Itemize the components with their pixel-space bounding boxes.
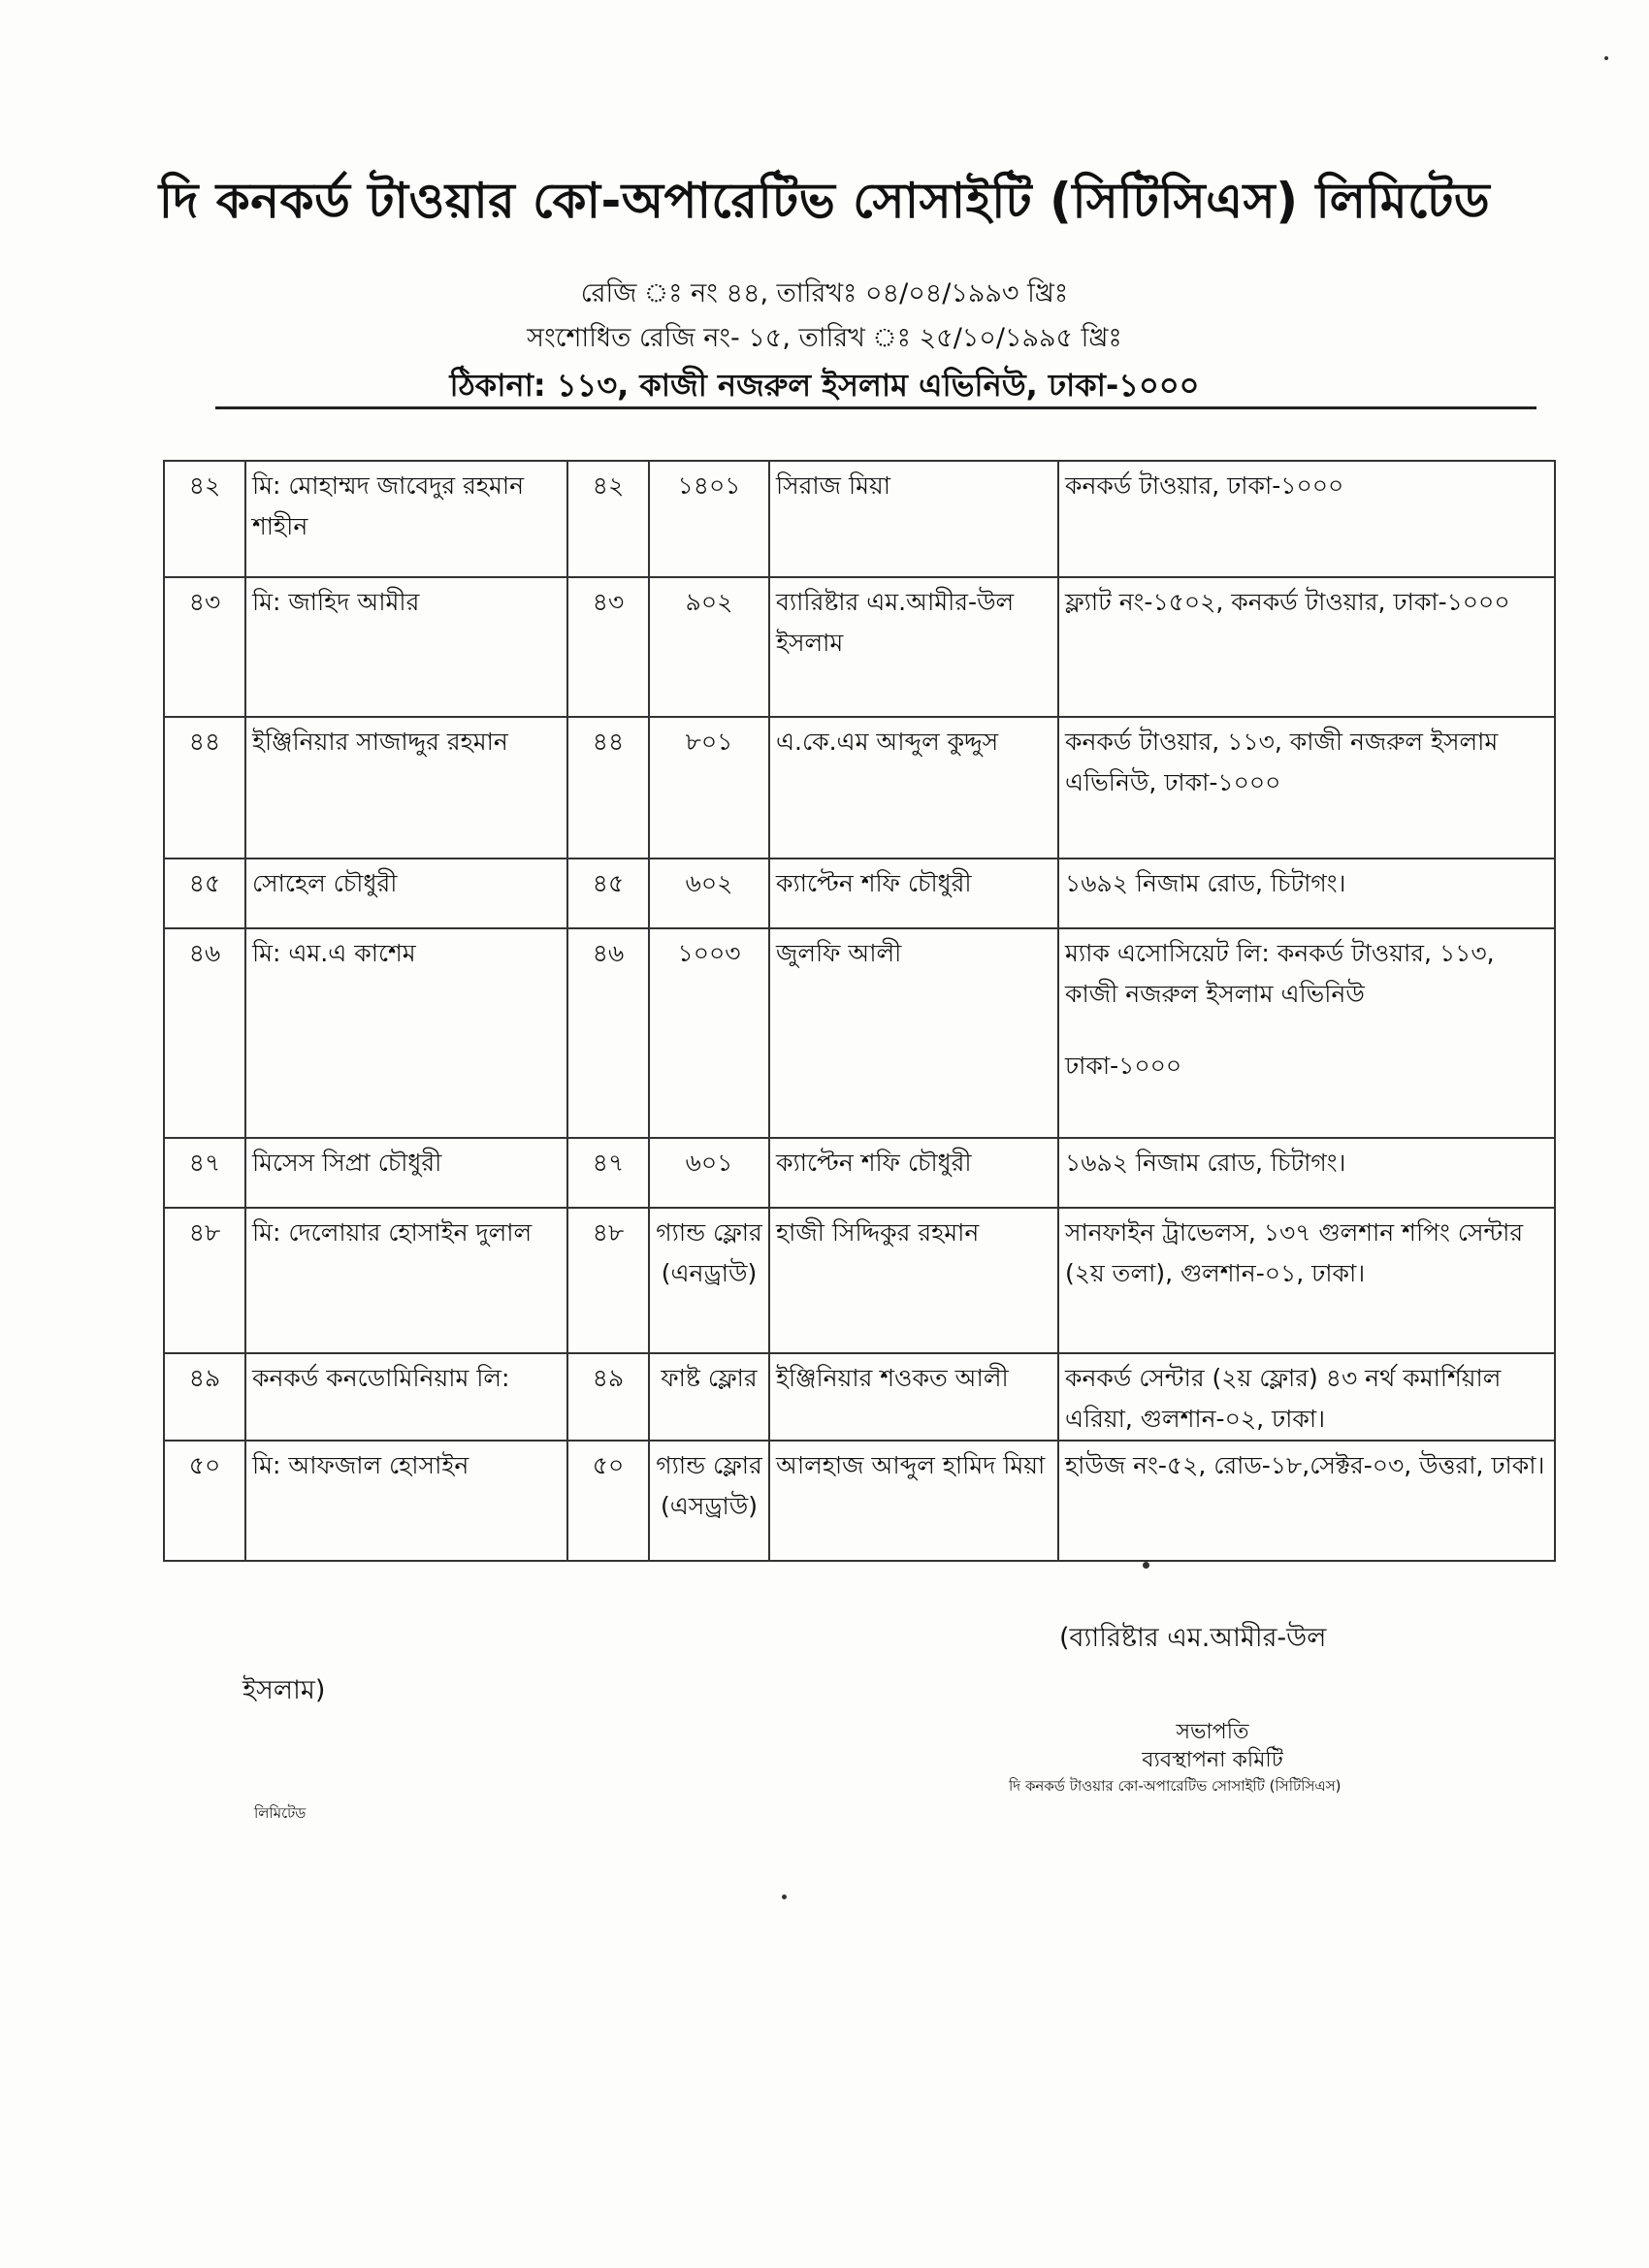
address-cell	[1058, 859, 1555, 928]
serial-cell: ৪৮	[164, 1208, 245, 1353]
signatory-name-line-1: (ব্যারিষ্টার এম.আমীর-উল	[1059, 1623, 1327, 1653]
society-address: ঠিকানা: ১১৩, কাজী নজরুল ইসলাম এভিনিউ, ঢাকা-১০০০	[449, 367, 1200, 404]
address-text: ফ্ল্যাট নং-১৫০২, কনকর্ড টাওয়ার, ঢাকা-১০০০	[1065, 588, 1510, 616]
table-row	[164, 1208, 1555, 1353]
owner-cell: ক্যাপ্টেন শফি চৌধুরী	[769, 859, 1058, 928]
address-text: ১৬৯২ নিজাম রোড, চিটাগং।	[1065, 1149, 1346, 1177]
serial-cell: ৪২	[164, 461, 245, 577]
address-text: ১৬৯২ নিজাম রোড, চিটাগং।	[1065, 869, 1346, 897]
header-divider	[215, 406, 1536, 409]
scan-speck	[1143, 1562, 1149, 1569]
address-cell	[1058, 577, 1555, 717]
member-number-cell: ৫০	[567, 1441, 649, 1561]
table-row	[164, 577, 1555, 717]
member-name-cell: মিসেস সিপ্রা চৌধুরী	[245, 1138, 567, 1208]
address-cell	[1058, 1353, 1555, 1441]
scan-speck	[782, 1895, 787, 1899]
member-number-cell: ৪৮	[567, 1208, 649, 1353]
table-row	[164, 1138, 1555, 1208]
flat-cell: ৬০১	[649, 1138, 769, 1208]
address-cell	[1058, 1208, 1555, 1353]
flat-cell: ৯০২	[649, 577, 769, 717]
serial-cell: ৪৩	[164, 577, 245, 717]
signatory-organization: দি কনকর্ড টাওয়ার কো-অপারেটিভ সোসাইটি (সিটিসিএস)	[1009, 1777, 1342, 1795]
address-text: কনকর্ড সেন্টার (২য় ফ্লোর) ৪৩ নর্থ কমার্শিয়াল এরিয়া, গুলশান-০২, ঢাকা।	[1065, 1364, 1502, 1433]
table-row	[164, 461, 1555, 577]
address-text: কনকর্ড টাওয়ার, ঢাকা-১০০০	[1065, 471, 1344, 500]
address-spacer	[1065, 1015, 1548, 1046]
address-text: কনকর্ড টাওয়ার, ১১৩, কাজী নজরুল ইসলাম এভিনিউ, ঢাকা-১০০০	[1065, 728, 1499, 796]
table-row	[164, 1441, 1555, 1561]
owner-cell: হাজী সিদ্দিকুর রহমান	[769, 1208, 1058, 1353]
flat-cell: ৮০১	[649, 717, 769, 859]
serial-cell: ৪৯	[164, 1353, 245, 1441]
signatory-committee: ব্যবস্থাপনা কমিটি	[1142, 1748, 1283, 1772]
society-title: দি কনকর্ড টাওয়ার কো-অপারেটিভ সোসাইটি (সিটিসিএস) লিমিটেড	[158, 173, 1491, 229]
member-number-cell: ৪৩	[567, 577, 649, 717]
member-number-cell: ৪৭	[567, 1138, 649, 1208]
member-number-cell: ৪৫	[567, 859, 649, 928]
signatory-role: সভাপতি	[1176, 1720, 1249, 1744]
table-row	[164, 1353, 1555, 1441]
member-name-cell: সোহেল চৌধুরী	[245, 859, 567, 928]
owner-cell: আলহাজ আব্দুল হামিদ মিয়া	[769, 1441, 1058, 1561]
member-number-cell: ৪৪	[567, 717, 649, 859]
member-name-cell: ইঞ্জিনিয়ার সাজাদ্দুর রহমান	[245, 717, 567, 859]
member-name-cell: মি: মোহাম্মদ জাবেদুর রহমান শাহীন	[245, 461, 567, 577]
member-table	[163, 460, 1556, 1562]
address-cell	[1058, 1138, 1555, 1208]
owner-cell: জুলফি আলী	[769, 928, 1058, 1138]
member-name-cell: মি: এম.এ কাশেম	[245, 928, 567, 1138]
member-name-cell: কনকর্ড কনডোমিনিয়াম লি:	[245, 1353, 567, 1441]
flat-cell: ৬০২	[649, 859, 769, 928]
address-cell	[1058, 461, 1555, 577]
amended-registration-line: সংশোধিত রেজি নং- ১৫, তারিখ ঃ ২৫/১০/১৯৯৫ খ্রিঃ	[527, 323, 1122, 353]
member-number-cell: ৪৯	[567, 1353, 649, 1441]
address-extra-text: ঢাকা-১০০০	[1065, 1052, 1182, 1080]
address-text: হাউজ নং-৫২, রোড-১৮,সেক্টর-০৩, উত্তরা, ঢাকা।	[1065, 1451, 1545, 1479]
registration-line: রেজি ঃ নং ৪৪, তারিখঃ ০৪/০৪/১৯৯৩ খ্রিঃ	[580, 278, 1069, 308]
address-text: ম্যাক এসোসিয়েট লি: কনকর্ড টাওয়ার, ১১৩, কাজী নজরুল ইসলাম এভিনিউ	[1065, 939, 1495, 1008]
address-text: সানফাইন ট্রাভেলস, ১৩৭ গুলশান শপিং সেন্টার (২য় তলা), গুলশান-০১, ঢাকা।	[1065, 1218, 1524, 1287]
flat-cell: ১০০৩	[649, 928, 769, 1138]
document-header	[0, 165, 1649, 245]
signatory-name-line-2: ইসলাম)	[242, 1675, 326, 1705]
serial-cell: ৪৫	[164, 859, 245, 928]
member-name-cell: মি: আফজাল হোসাইন	[245, 1441, 567, 1561]
owner-cell: ক্যাপ্টেন শফি চৌধুরী	[769, 1138, 1058, 1208]
member-number-cell: ৪৬	[567, 928, 649, 1138]
member-name-cell: মি: দেলোয়ার হোসাইন দুলাল	[245, 1208, 567, 1353]
member-name-cell: মি: জাহিদ আমীর	[245, 577, 567, 717]
address-cell	[1058, 717, 1555, 859]
owner-cell: এ.কে.এম আব্দুল কুদ্দুস	[769, 717, 1058, 859]
serial-cell: ৪৬	[164, 928, 245, 1138]
flat-cell: গ্যান্ড ফ্লোর (এসড্রাউ)	[649, 1441, 769, 1561]
flat-cell: ফাষ্ট ফ্লোর	[649, 1353, 769, 1441]
owner-cell: ইঞ্জিনিয়ার শওকত আলী	[769, 1353, 1058, 1441]
scan-speck	[1604, 56, 1608, 60]
serial-cell: ৪৭	[164, 1138, 245, 1208]
member-number-cell: ৪২	[567, 461, 649, 577]
signatory-organization-suffix: লিমিটেড	[254, 1804, 307, 1822]
serial-cell: ৪৪	[164, 717, 245, 859]
address-cell	[1058, 928, 1555, 1138]
owner-cell: ব্যারিষ্টার এম.আমীর-উল ইসলাম	[769, 577, 1058, 717]
address-cell	[1058, 1441, 1555, 1561]
table-row	[164, 717, 1555, 859]
flat-cell: গ্যান্ড ফ্লোর (এনড্রাউ)	[649, 1208, 769, 1353]
serial-cell: ৫০	[164, 1441, 245, 1561]
flat-cell: ১৪০১	[649, 461, 769, 577]
owner-cell: সিরাজ মিয়া	[769, 461, 1058, 577]
table-row	[164, 859, 1555, 928]
table-row	[164, 928, 1555, 1138]
